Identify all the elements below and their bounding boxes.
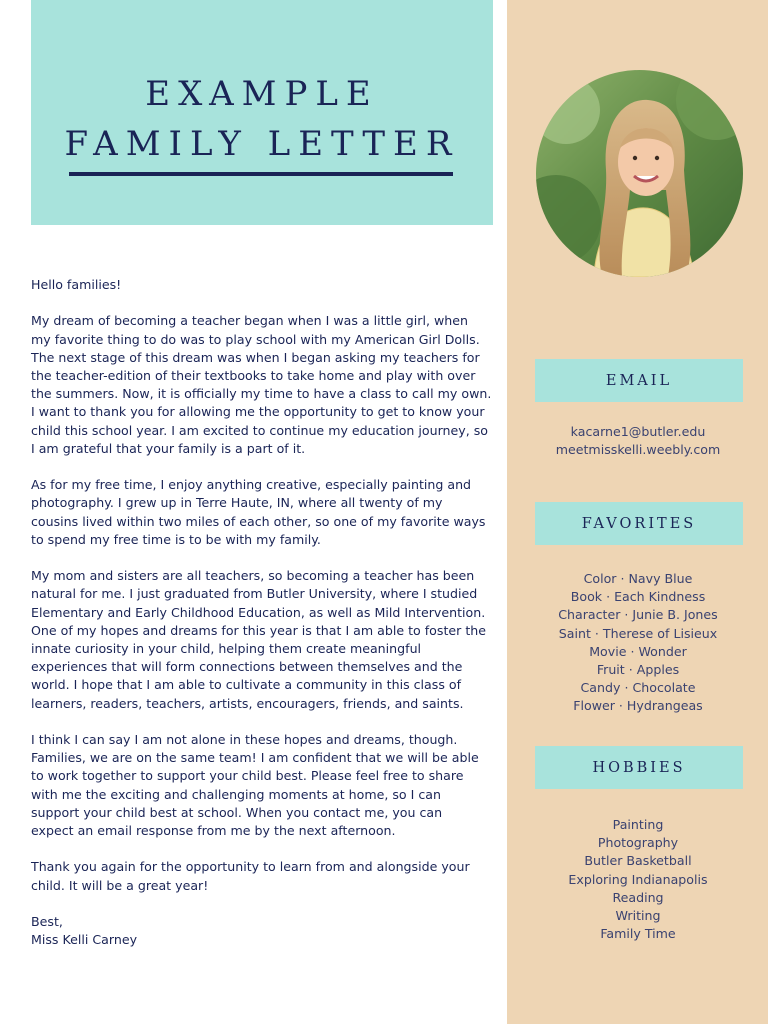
email-list: [510, 423, 766, 459]
favorite-item: Fruit · Apples: [596, 662, 680, 678]
hobby-item: Reading: [612, 889, 664, 905]
letter-greeting: Hello families!: [31, 277, 122, 292]
favorite-item: Candy · Chocolate: [580, 680, 696, 696]
teacher-portrait-photo: [536, 70, 743, 277]
letter-paragraph: Thank you again for the opportunity to learn from and alongside your child. It will be a great year!: [31, 859, 470, 893]
email-heading: EMAIL: [535, 359, 743, 402]
page-title-line-2: FAMILY LETTER: [64, 124, 460, 164]
hobby-item: Exploring Indianapolis: [568, 871, 708, 887]
hobby-item: Family Time: [600, 926, 676, 942]
favorite-item: Character · Junie B. Jones: [558, 607, 718, 623]
favorites-list: [510, 570, 766, 716]
email-address: kacarne1@butler.edu: [570, 424, 706, 439]
hobby-item: Butler Basketball: [584, 853, 692, 869]
letter-paragraph: As for my free time, I enjoy anything creative, especially painting and photography. I grew up in Terre Haute, IN, where all twenty of my cousins lived within two miles of each other, so one of my favorite ways to spend my free time is to be with my family.: [31, 477, 486, 547]
hobby-item: Photography: [597, 835, 679, 851]
favorite-item: Saint · Therese of Lisieux: [558, 625, 718, 641]
favorite-item: Book · Each Kindness: [570, 589, 706, 605]
favorites-heading: FAVORITES: [535, 502, 743, 545]
letter-paragraph: I think I can say I am not alone in these hopes and dreams, though. Families, we are on the same team! I am confident that we will be able to work together to support your child best. Please feel free to share with me the exciting and challenging moments at home, so I can support your child best at school. When you contact me, you can expect an email response from me by the next afternoon.: [31, 732, 479, 839]
hobby-item: Painting: [612, 817, 664, 832]
letter-closing: Best,: [31, 914, 63, 930]
title-underline: [69, 172, 453, 176]
letter-body: [31, 276, 501, 949]
letter-paragraph: My dream of becoming a teacher began when I was a little girl, when my favorite thing to do was to play school with my American Girl Dolls. The next stage of this dream was when I began asking my teachers for the teacher-edition of their textbooks to take home and play with over the summers. Now, it is officially my time to have a class to call my own. I want to thank you for allowing me the opportunity to get to know your child this school year. I am excited to continue my education journey, so I am grateful that your family is a part of it.: [31, 313, 492, 456]
page-title-line-1: EXAMPLE: [145, 74, 379, 114]
favorite-item: Flower · Hydrangeas: [573, 698, 703, 714]
hobbies-heading: HOBBIES: [535, 746, 743, 789]
letter-paragraph: My mom and sisters are all teachers, so becoming a teacher has been natural for me. I just graduated from Butler University, where I studied Elementary and Early Childhood Education, as well as Mild Intervention. One of my hopes and dreams for this year is that I am able to foster the innate curiosity in your child, helping them create meaningful experiences that will form connections between themselves and the world. I hope that I am able to cultivate a community in this class of learners, readers, teachers, artists, encouragers, friends, and saints.: [31, 568, 486, 711]
favorite-item: Color · Navy Blue: [583, 571, 693, 586]
favorite-item: Movie · Wonder: [589, 643, 687, 659]
title-banner: [31, 0, 493, 225]
hobbies-list: [510, 816, 766, 943]
website-address: meetmisskelli.weebly.com: [555, 442, 721, 458]
letter-signature: Miss Kelli Carney: [31, 932, 138, 948]
hobby-item: Writing: [615, 908, 661, 924]
